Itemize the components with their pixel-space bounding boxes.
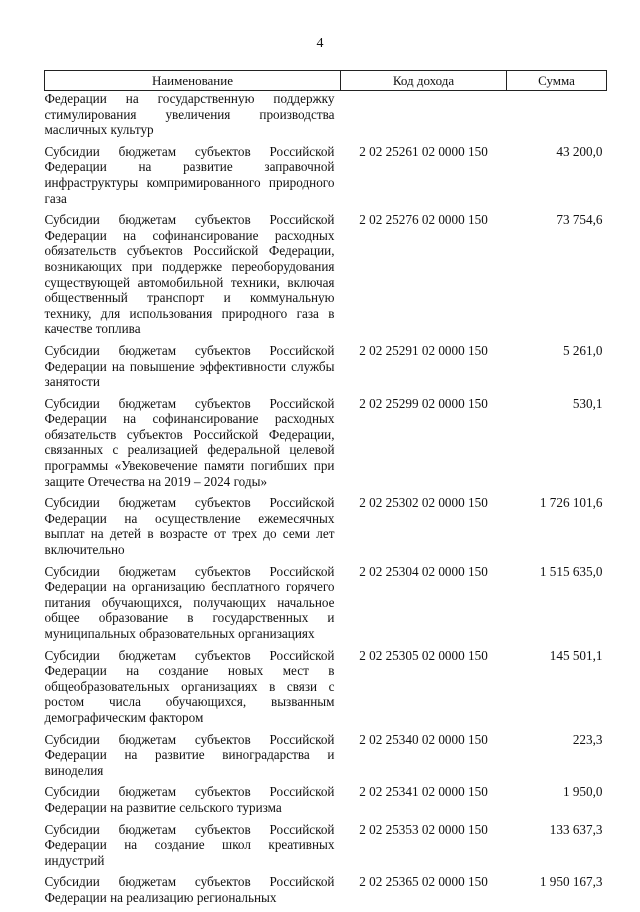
row-name: Субсидии бюджетам субъектов Российской Федерации на развитие виноградарства и виноделия [44, 731, 335, 778]
row-code: 2 02 25365 02 0000 150 [359, 874, 488, 890]
row-code: 2 02 25341 02 0000 150 [359, 784, 488, 800]
row-name: Субсидии бюджетам субъектов Российской Федерации на организацию бесплатного горячего питания обучающихся, получающих начальное общее образование в государственных и муниципальных образовательных организациях [44, 563, 335, 641]
page-number: 4 [316, 36, 324, 51]
table-row [45, 784, 607, 821]
row-sum: 133 637,3 [549, 821, 603, 837]
table-row [45, 343, 607, 396]
row-name: Субсидии бюджетам субъектов Российской Федерации на создание новых мест в общеобразовательных организациях в связи с ростом числа обучающихся, вызванным демографическим фактором [44, 647, 335, 725]
row-code: 2 02 25353 02 0000 150 [359, 821, 488, 837]
header-code: Код дохода [341, 71, 507, 91]
row-name: Субсидии бюджетам субъектов Российской Федерации на софинансирование расходных обязательств субъектов Российской Федерации, связанных с реализацией федеральной целевой программы «Увековечение памяти погибших при защите Отечества на 2019 – 2024 годы» [44, 395, 335, 489]
row-sum: 530,1 [572, 395, 603, 411]
table-row [45, 495, 607, 563]
row-code: 2 02 25261 02 0000 150 [359, 143, 488, 159]
row-name: Субсидии бюджетам субъектов Российской Федерации на повышение эффективности службы занятости [44, 342, 335, 390]
row-sum: 145 501,1 [549, 647, 603, 663]
header-name: Наименование [45, 71, 341, 91]
table-row-continuation [45, 91, 607, 144]
table-row [45, 212, 607, 343]
table-row [45, 732, 607, 785]
table-row [45, 822, 607, 875]
row-sum: 223,3 [572, 731, 603, 747]
row-sum: 1 515 635,0 [539, 563, 603, 579]
row-name: Субсидии бюджетам субъектов Российской Федерации на софинансирование расходных обязательств субъектов Российской Федерации, возникающих при поддержке переоборудования существующей автомобильной техники, включая общественный транспорт и коммунальную технику, для использования природного газа в качестве топлива [44, 212, 335, 337]
table-header-row [45, 71, 607, 91]
table-row [45, 144, 607, 212]
revenue-table [44, 70, 607, 912]
row-sum: 1 726 101,6 [539, 495, 603, 511]
row-code: 2 02 25302 02 0000 150 [359, 495, 488, 511]
row-sum: 5 261,0 [562, 342, 603, 358]
row-name: Субсидии бюджетам субъектов Российской Федерации на осуществление ежемесячных выплат на детей в возрасте от трех до семи лет включительно [44, 495, 335, 558]
row-name: Федерации на государственную поддержку стимулирования увеличения производства масличных культур [44, 91, 335, 138]
table-row [45, 648, 607, 732]
row-code: 2 02 25299 02 0000 150 [359, 395, 488, 411]
row-sum [507, 91, 607, 144]
row-code: 2 02 25276 02 0000 150 [359, 212, 488, 228]
table-row [45, 874, 607, 911]
row-code [341, 91, 507, 144]
row-sum: 1 950,0 [562, 784, 603, 800]
row-name: Субсидии бюджетам субъектов Российской Федерации на развитие заправочной инфраструктуры компримированного природного газа [44, 143, 335, 206]
row-sum: 73 754,6 [556, 212, 603, 228]
row-code: 2 02 25291 02 0000 150 [359, 342, 488, 358]
row-name: Субсидии бюджетам субъектов Российской Федерации на создание школ креативных индустрий [44, 821, 335, 868]
row-sum: 43 200,0 [556, 143, 603, 159]
row-code: 2 02 25340 02 0000 150 [359, 731, 488, 747]
row-name: Субсидии бюджетам субъектов Российской Федерации на реализацию региональных [44, 874, 335, 905]
row-name: Субсидии бюджетам субъектов Российской Федерации на развитие сельского туризма [44, 784, 335, 815]
row-code: 2 02 25304 02 0000 150 [359, 563, 488, 579]
row-code: 2 02 25305 02 0000 150 [359, 647, 488, 663]
table-row [45, 396, 607, 496]
row-sum: 1 950 167,3 [539, 874, 603, 890]
table-row [45, 564, 607, 648]
header-sum: Сумма [507, 71, 607, 91]
